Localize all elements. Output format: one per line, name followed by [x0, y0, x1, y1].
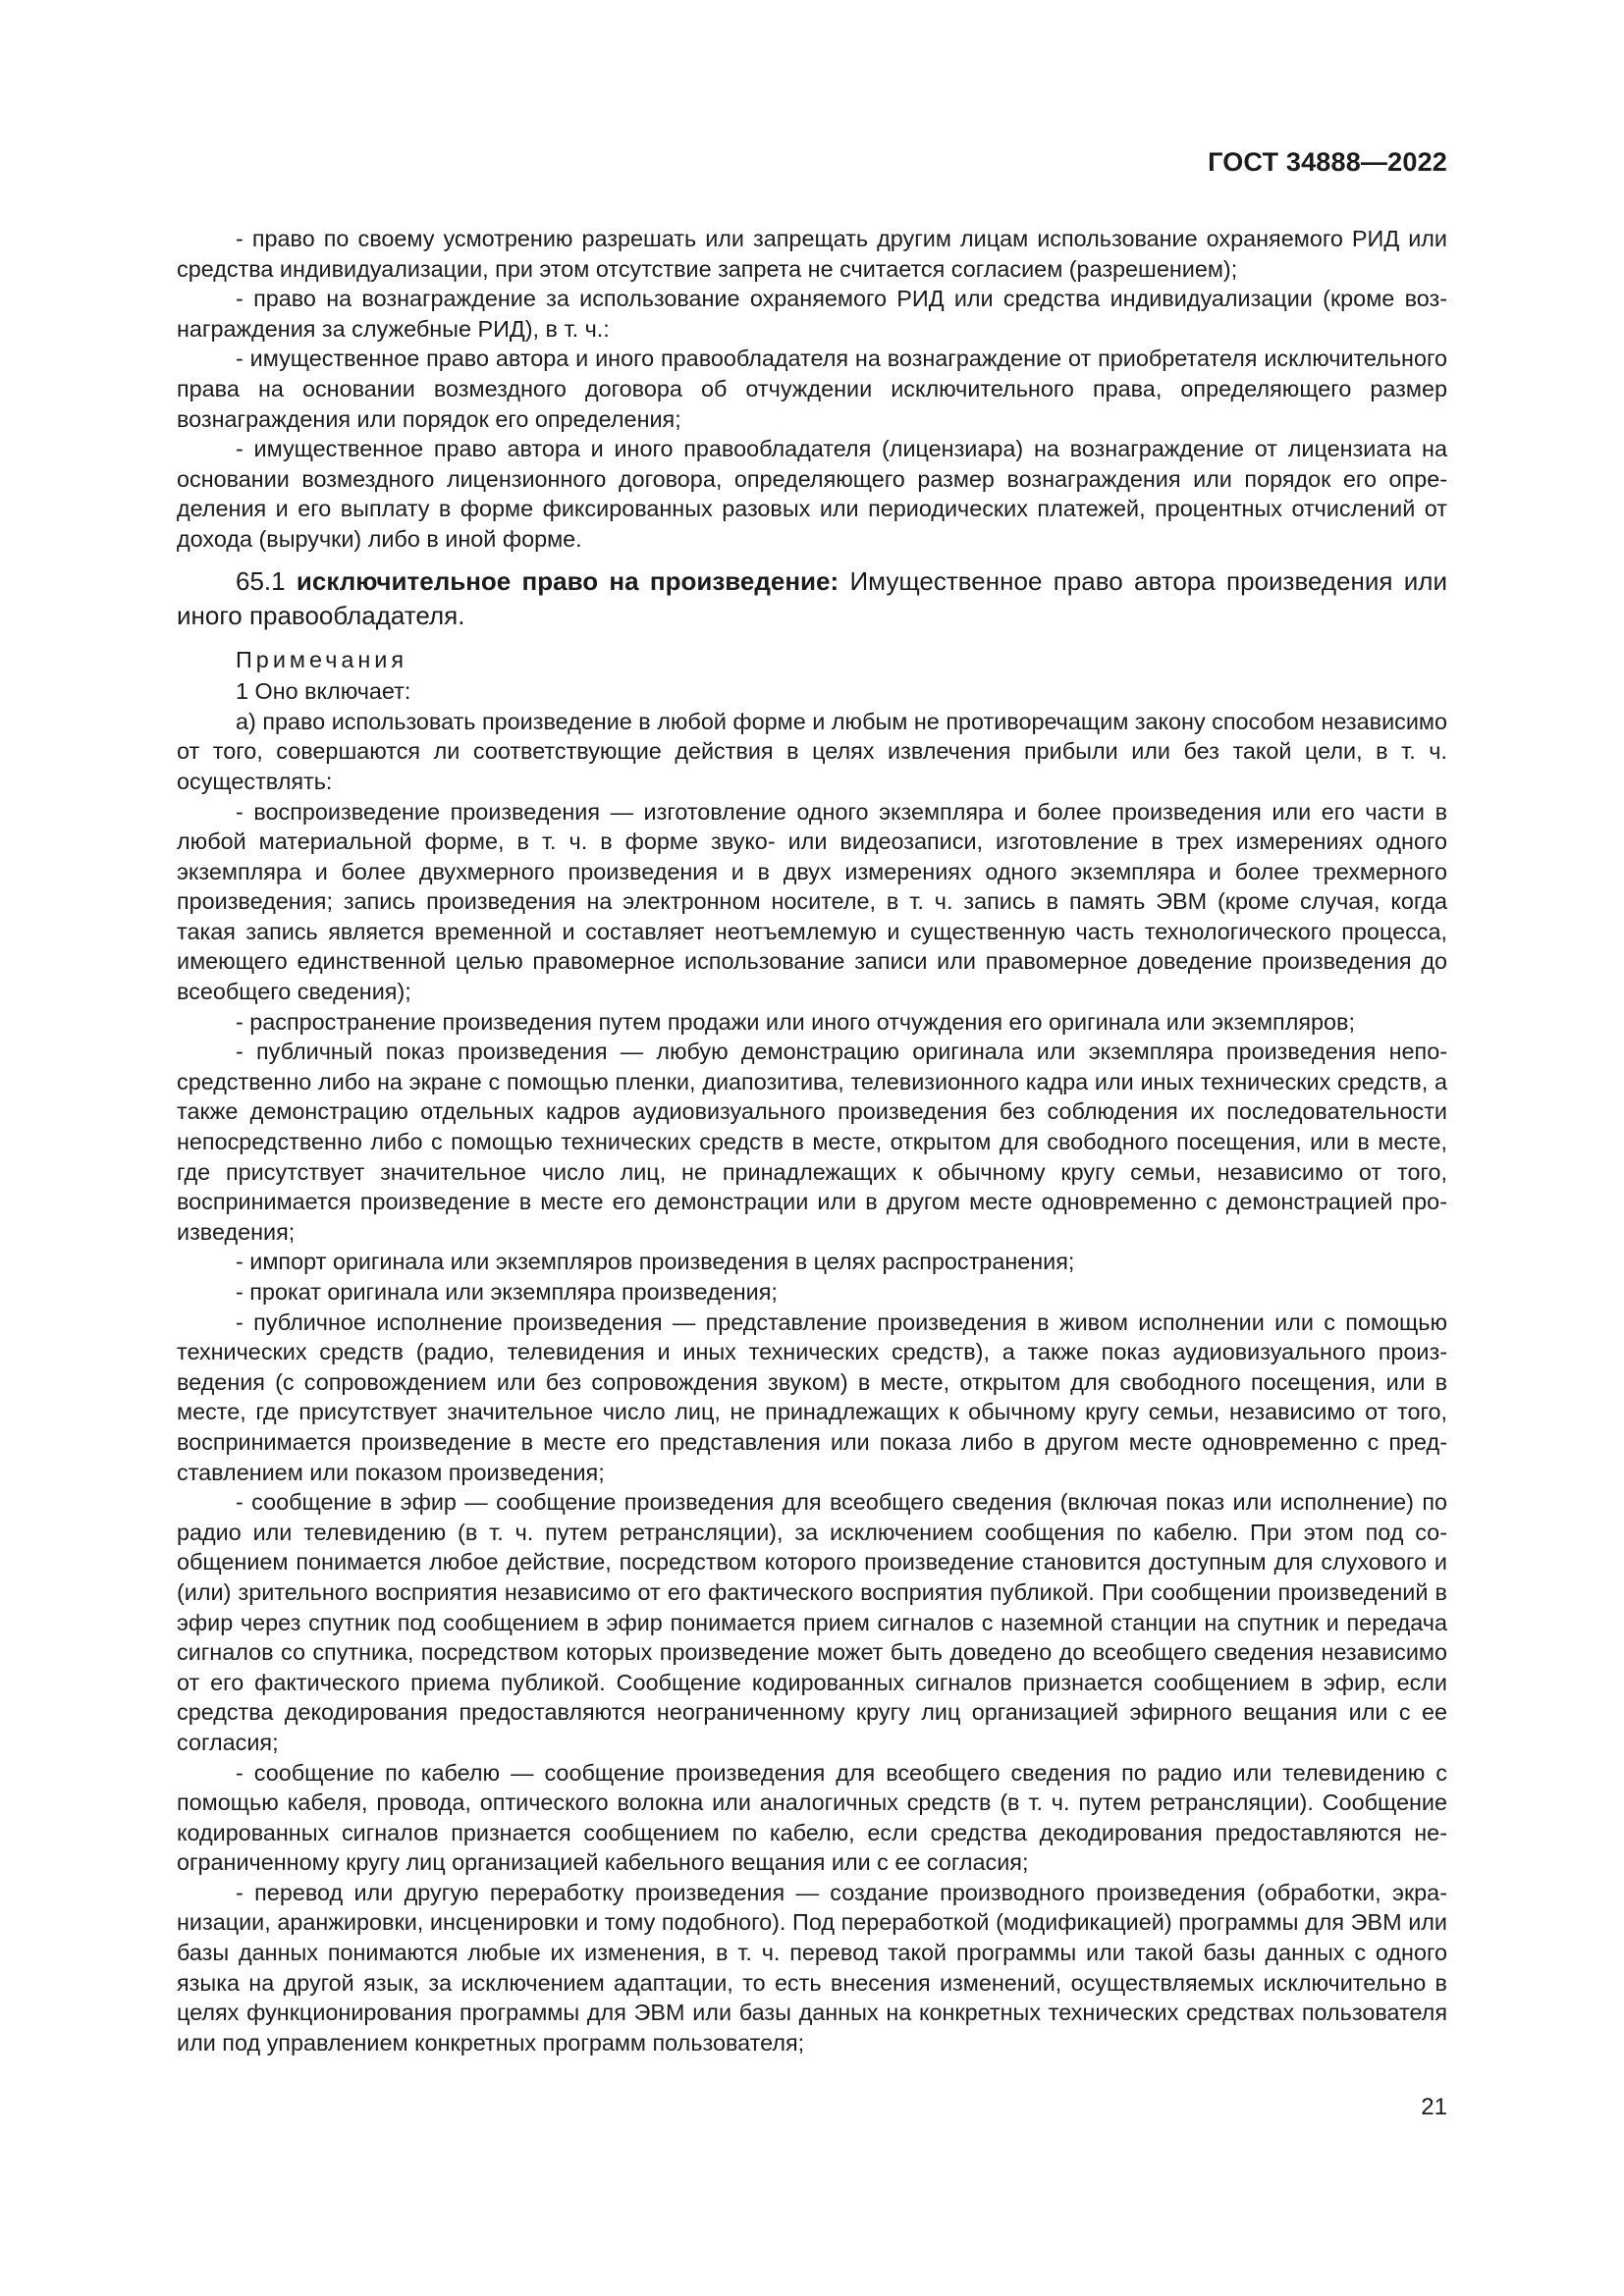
- term-name: исключительное право на произведение:: [296, 565, 839, 596]
- term-definition: Имущественное право автора произведения или иного правообладателя.: [177, 565, 1447, 630]
- list-item: - прокат оригинала или экземпляра произведения;: [236, 1279, 778, 1305]
- paragraph: - имущественное право автора и иного правообладателя на вознаграждение от приобретателя исключительного права на основании возмездного договора об отчуждении исключительного права, определяющего размер вознаграждения или порядок его определения;: [177, 346, 1447, 432]
- term-number: 65.1: [236, 565, 286, 596]
- list-item: - импорт оригинала или экземпляров произведения в целях распространения;: [236, 1249, 1075, 1275]
- paragraph: - имущественное право автора и иного правообладателя (лицензиара) на вознаграждение от лицензиата на основании возмездного лицензионного договора, определяющего размер вознаграждения или порядок его определения и его выплату в форме фиксированных разовых или периодических платежей, процентных отчислений от дохода (выручки) либо в иной форме.: [177, 436, 1447, 552]
- paragraph: - право на вознаграждение за использование охраняемого РИД или средства индивидуализации (кроме вознаграждения за служебные РИД), в т. ч.:: [177, 286, 1447, 342]
- list-item: - распространение произведения путем продажи или иного отчуждения его оригинала или экземпляров;: [236, 1008, 1355, 1035]
- list-item: - публичный показ произведения — любую демонстрацию оригинала или экземпляра произведения непосредственно либо на экране с помощью пленки, диапозитива, телевизионного кадра или иных технических средств, а также демонстрацию отдельных кадров аудиовизуального произведения без соблюдения их последовательности непосредственно либо с помощью технических средств в месте, открытом для свободного посещения, или в месте, где присутствует значительное число лиц, не принадлежащих к обычному кругу семьи, независимо от того, воспринимается произведение в месте его демонстрации или в другом месте одновременно с демонстрацией произведения;: [177, 1039, 1447, 1245]
- list-item: - воспроизведение произведения — изготовление одного экземпляра и более произведения или его части в любой материальной форме, в т. ч. в форме звуко- или видеозаписи, изготовление в трех измерениях одного экземпляра и более двухмерного произведения и в двух измерениях одного экземпляра и более трехмерного произведения; запись произведения на электронном носителе, в т. ч. запись в память ЭВМ (кроме случая, когда такая запись является временной и составляет неотъемлемую и существенную часть технологического процесса, имеющего единственной целью правомерное использование записи или правомерное доведение произведения до всеобщего сведения);: [177, 798, 1447, 1005]
- list-item: - перевод или другую переработку произведения — создание производного произведения (обработки, экранизации, аранжировки, инсценировки и тому подобного). Под переработкой (модификацией) программы для ЭВМ или базы данных понимаются любые их изменения, в т. ч. перевод такой программы или такой базы данных с одного языка на другой язык, за исключением адаптации, то есть внесения изменений, осуществляемых исключительно в целях функционирования программы для ЭВМ или базы данных на конкретных технических средствах пользователя или под управлением конкретных программ пользователя;: [177, 1879, 1447, 2056]
- list-item: - публичное исполнение произведения — представление произведения в живом исполнении или с помощью технических средств (радио, телевидения и иных технических средств), а также показ аудиовизуального произведения (с сопровождением или без сопровождения звуком) в месте, открытом для свободного посещения, или в месте, где присутствует значительное число лиц, не принадлежащих к обычному кругу семьи, независимо от того, воспринимается произведение в месте его представления или показа либо в другом месте одновременно с представлением или показом произведения;: [177, 1308, 1447, 1485]
- term-entry: [177, 564, 1447, 633]
- notes-intro: 1 Оно включает:: [236, 678, 411, 705]
- document-body: [177, 224, 1447, 2057]
- list-item: - сообщение в эфир — сообщение произведения для всеобщего сведения (включая показ или исполнение) по радио или телевидению (в т. ч. путем ретрансляции), за исключением сообщения по кабелю. При этом под сообщением понимается любое действие, посредством которого произведение становится доступным для слухового и (или) зрительного восприятия независимо от его фактического восприятия публикой. При сообщении произведений в эфир через спутник под сообщением в эфир понимается прием сигналов с наземной станции на спутник и передача сигналов со спутника, посредством которых произведение может быть доведено до всеобщего сведения независимо от его фактического приема публикой. Сообщение кодированных сигналов признается сообщением в эфир, если средства декодирования предоставляются неограниченному кругу лиц организацией эфирного вещания или с ее согласия;: [177, 1489, 1447, 1755]
- notes-item-a: а) право использовать произведение в любой форме и любым не противоречащим закону способом независимо от того, совершаются ли соответствующие действия в целях извлечения прибыли или без такой цели, в т. ч. осуществлять:: [177, 708, 1447, 794]
- document-code: ГОСТ 34888—2022: [1208, 147, 1447, 177]
- notes-title: Примечания: [236, 646, 408, 672]
- list-item: - сообщение по кабелю — сообщение произведения для всеобщего сведения по радио или телевидению с помощью кабеля, провода, оптического волокна или аналогичных средств (в т. ч. путем ретрансляции). Сообщение кодированных сигналов признается сообщением по кабелю, если средства декодирования предоставляются неограниченному кругу лиц организацией кабельного вещания или с ее согласия;: [177, 1759, 1447, 1876]
- page-number: 21: [1421, 2094, 1447, 2120]
- paragraph: - право по своему усмотрению разрешать или запрещать другим лицам использование охраняемого РИД или средства индивидуализации, при этом отсутствие запрета не считается согласием (разрешением);: [177, 226, 1447, 282]
